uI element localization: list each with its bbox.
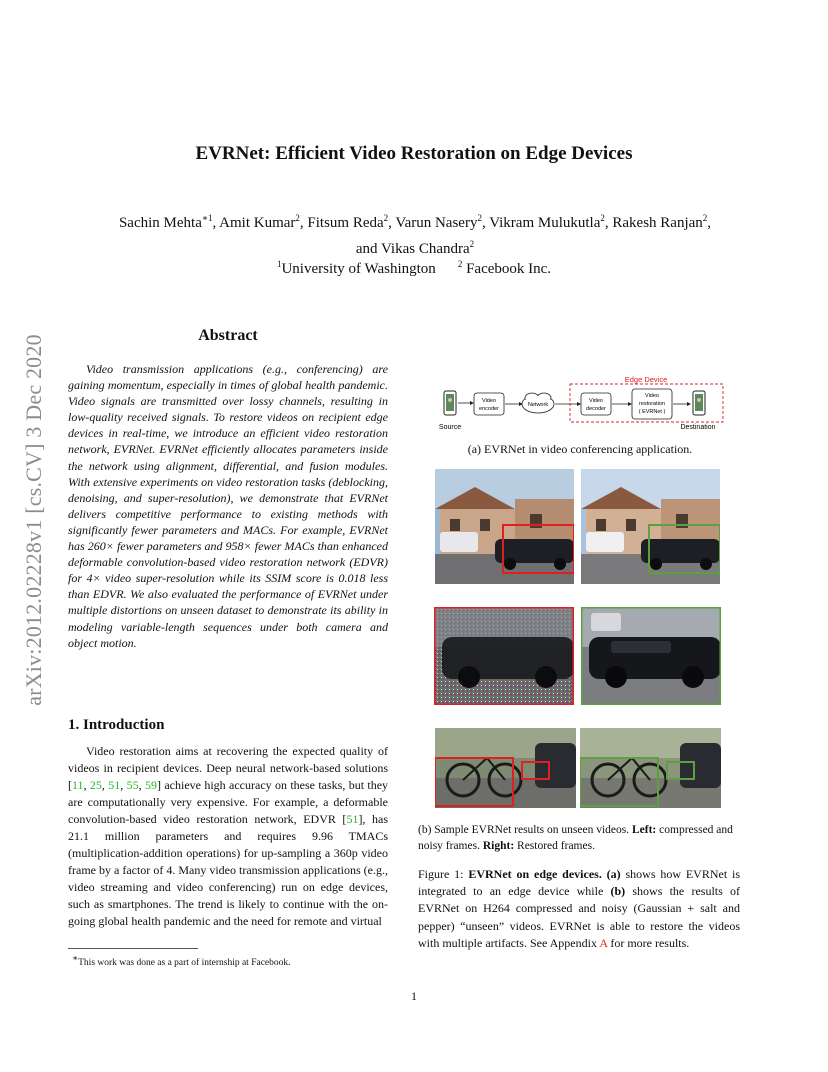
citation-link[interactable]: 11 — [72, 778, 84, 792]
author-3: , Fitsum Reda — [299, 215, 384, 231]
affiliations: $^1$University of Washington $^2$ Facebook Inc. — [276, 259, 552, 277]
author-6: , Rakesh Ranjan — [604, 215, 703, 231]
house-restored-photo — [581, 469, 720, 584]
citation-link[interactable]: 55 — [126, 778, 139, 792]
citation-link[interactable]: 51 — [346, 812, 359, 826]
figure-caption: Figure 1: EVRNet on edge devices. (a) shows how EVRNet is integrated to an edge device while (b) shows the results of EVRNet on H264 compressed and noisy (Gaussian + salt and pepper) “unseen” videos. EVRNet is able to restore the videos with multiple artifacts. See Appendix A for more results. — [418, 867, 741, 950]
affiliation-1: University of Washington — [281, 261, 436, 277]
author-7: and Vikas Chandra — [355, 241, 470, 257]
edge-device-label: Edge Device — [624, 375, 668, 384]
svg-text:Video: Video — [482, 398, 496, 404]
bike-noisy-photo — [435, 728, 576, 808]
pipeline-diagram — [430, 373, 730, 435]
caption-b: (b) Sample EVRNet results on unseen videos. Left: compressed and noisy frames. Right: Restored frames. — [418, 824, 733, 852]
destination-phone-icon — [693, 391, 705, 415]
abstract-heading: Abstract — [198, 327, 258, 344]
source-label: Source — [438, 424, 462, 431]
svg-text:Video: Video — [645, 393, 659, 399]
abstract-text: Video transmission applications (e.g., conferencing) are gaining momentum, especially in times of global health pandemic. Video signals are transmitted over lossy channels, resulting in low-quality received signals. To restore videos on recipient edge devices in real-time, we introduce an efficient video restoration network, EVRNet. EVRNet efficiently allocates parameters inside the network using alignment, differential, and fusion modules. With extensive experiments on video restoration tasks (deblocking, denoising, and super-resolution), we demonstrate that EVRNet delivers competitive performance to existing methods with significantly fewer parameters and MACs. For example, EVRNet has 260× fewer parameters and 958× fewer MACs than enhanced deformable convolution-based video restoration network (EDVR) for 4× video super-resolution while its SSIM score is 0.018 less than EDVR. We also evaluated the performance of EVRNet under multiple distortions on unseen dataset to demonstrate its ability in modeling variable-length sequences under both camera and object motion. — [68, 362, 388, 650]
svg-text:Network: Network — [527, 402, 549, 408]
bike-restored-photo — [580, 728, 721, 808]
author-2: , Amit Kumar — [212, 215, 296, 231]
svg-text:encoder: encoder — [479, 406, 499, 412]
intro-heading: 1. Introduction — [68, 717, 165, 733]
intro-text: Video restoration aims at recovering the expected quality of videos in recipient devices. Deep neural network-based solutions [11, 25, 51, 55, 59] achieve high accuracy on these tasks, but they are computationally very expensive. For example, a deformable convolution-based video restoration network, EDVR [51], has 21.1 million parameters and requires 9.96 TMACs (multiplication-addition operations) for up-sampling a 360p video frame by a factor of 4. Many video transmission applications (e.g., video streaming and video conferencing) run on edge devices, such as smartphones. The trend is likely to continue with the on-going global health pandemic and the need for remote and virtual — [68, 744, 389, 928]
car-restored-zoom — [581, 607, 721, 705]
car-noisy-zoom — [434, 607, 574, 705]
author-1-mark: ∗1 — [201, 213, 213, 223]
arxiv-id: arXiv:2012.02228v1 [cs.CV] 3 Dec 2020 — [21, 334, 46, 706]
house-noisy-photo — [435, 469, 574, 584]
svg-text:Video: Video — [589, 398, 603, 404]
citation-link[interactable]: 51 — [108, 778, 121, 792]
svg-text:( EVRNet ): ( EVRNet ) — [638, 409, 666, 415]
affiliation-2: Facebook Inc. — [462, 261, 552, 277]
citation-link[interactable]: 59 — [145, 778, 157, 792]
footnote-rule — [68, 948, 198, 949]
caption-a: (a) EVRNet in video conferencing application. — [467, 442, 693, 456]
author-list: Sachin Mehta$^{∗1}$, Amit Kumar$^2$, Fitsum Reda$^2$, Varun Nasery$^2$, Vikram Mulukutla$^2$, Rakesh Ranjan$^2$, and Vikas Chandra$^2$ — [118, 213, 712, 257]
citation-link[interactable]: 25 — [89, 778, 102, 792]
appendix-link[interactable]: A — [599, 935, 608, 950]
source-phone-icon — [444, 391, 456, 415]
svg-text:restoration: restoration — [639, 401, 665, 407]
author-1: Sachin Mehta — [118, 215, 202, 231]
author-4: , Varun Nasery — [388, 215, 478, 231]
footnote: ∗This work was done as a part of internship at Facebook. — [72, 953, 291, 969]
destination-label: Destination — [680, 424, 716, 431]
page-number: 1 — [411, 989, 417, 1003]
arxiv-stamp — [14, 290, 54, 750]
author-5: , Vikram Mulukutla — [481, 215, 601, 231]
paper-title: EVRNet: Efficient Video Restoration on Edge Devices — [195, 143, 633, 164]
svg-text:decoder: decoder — [586, 406, 606, 412]
